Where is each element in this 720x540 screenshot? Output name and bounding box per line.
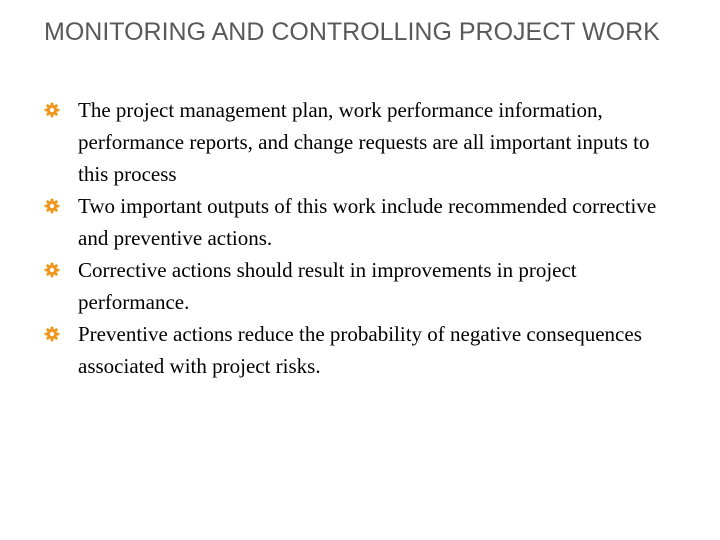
bullet-text: Preventive actions reduce the probability of negative consequences associated with project risks. [78, 322, 642, 378]
bullet-text: Corrective actions should result in improvements in project performance. [78, 258, 577, 314]
gear-icon [44, 262, 60, 278]
gear-icon [44, 102, 60, 118]
bullet-item [44, 318, 684, 382]
gear-icon [44, 198, 60, 214]
bullet-list [44, 94, 684, 382]
bullet-item [44, 94, 684, 190]
bullet-text: Two important outputs of this work include recommended corrective and preventive actions. [78, 194, 657, 250]
slide-title: MONITORING AND CONTROLLING PROJECT WORK [44, 18, 660, 46]
gear-icon [44, 326, 60, 342]
bullet-item [44, 190, 684, 254]
bullet-item [44, 254, 684, 318]
bullet-text: The project management plan, work performance information, performance reports, and change requests are all important inputs to this process [78, 98, 650, 186]
